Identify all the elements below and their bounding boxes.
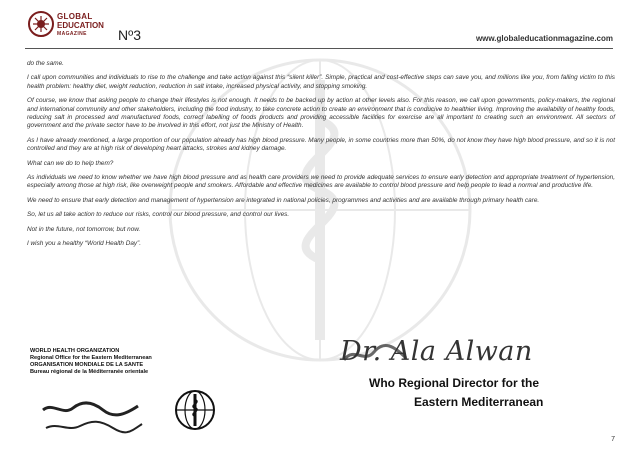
- who-letterhead: [30, 348, 152, 376]
- logo-line1: GLOBAL: [57, 12, 93, 21]
- who-line4: Bureau régional de la Méditerranée orientale: [30, 369, 149, 375]
- author-role-line2: Eastern Mediterranean: [414, 395, 544, 409]
- paragraph: do the same.: [27, 60, 64, 67]
- author-signature: Dr. Ala Alwan: [340, 336, 533, 367]
- paragraph: What can we do to help them?: [27, 159, 114, 167]
- paragraph: Not in the future, not tomorrow, but now.: [27, 225, 141, 233]
- website-link[interactable]: www.globaleducationmagazine.com: [475, 34, 613, 43]
- paragraph: So, let us all take action to reduce our risks, control our blood pressure, and control our lives.: [27, 211, 290, 219]
- paragraph: As individuals we need to know whether we have high blood pressure and as health care providers we need to provide adequate services to ensure early detection and appropriate treatment of hypertension, especially among those at high risk, like overweight people and smokers. Affordable and effective medicines are available to control blood pressure and help people to lead a normal and productive life.: [27, 174, 615, 190]
- who-emblem-icon: [173, 388, 217, 432]
- paragraph: I call upon communities and individuals to rise to the challenge and take action against this “silent killer”. Simple, practical and cost-effective steps can save you, and millions like you, from falling victim to this health problem: healthy diet, weight reduction, reduction in salt intake, increased physical activity, and stopping smoking.: [27, 74, 615, 90]
- arabic-letterhead-icon: [38, 398, 148, 438]
- who-line1: WORLD HEALTH ORGANIZATION: [30, 348, 120, 354]
- logo-line2: EDUCATION: [57, 21, 104, 30]
- page-number: 7: [611, 436, 615, 443]
- author-role-line1: Who Regional Director for the: [369, 376, 540, 390]
- logo-line3: MAGAZINE: [57, 31, 87, 37]
- paragraph: I wish you a healthy “World Health Day”.: [27, 240, 142, 248]
- paragraph: We need to ensure that early detection and management of hypertension are integrated in national policies, programmes and activities and are available through primary health care.: [27, 196, 540, 204]
- logo-text: [57, 12, 104, 39]
- who-line3: ORGANISATION MONDIALE DE LA SANTE: [30, 362, 144, 368]
- article-body: [27, 60, 615, 255]
- global-education-logo-icon: [27, 10, 55, 38]
- paragraph: Of course, we know that asking people to change their lifestyles is not enough. It needs to be backed up by action at other levels also. For this reason, we call upon governments, policy-makers, the regional and international community and other stakeholders, including the food industry, to take concrete action to create an environment that is conducive to healthier living. Improving the availability of healthy foods, reducing salt in processed and manufactured foods, correct labelling of foods products and providing accessible facilities for exercise are all important to creating such an environment. All sectors of government and the private sector have to be involved in this effort, not just the Ministry of Health.: [27, 97, 615, 130]
- paragraph: As I have already mentioned, a large proportion of our population already has high blood pressure. Many people, in some countries more than 50%, do not know they have high blood pressure, and so it is not controlled and they are at high risk of developing heart attacks, strokes and kidney damage.: [27, 136, 615, 153]
- issue-number: Nº3: [118, 27, 142, 43]
- who-line2: Regional Office for the Eastern Mediterranean: [30, 355, 152, 361]
